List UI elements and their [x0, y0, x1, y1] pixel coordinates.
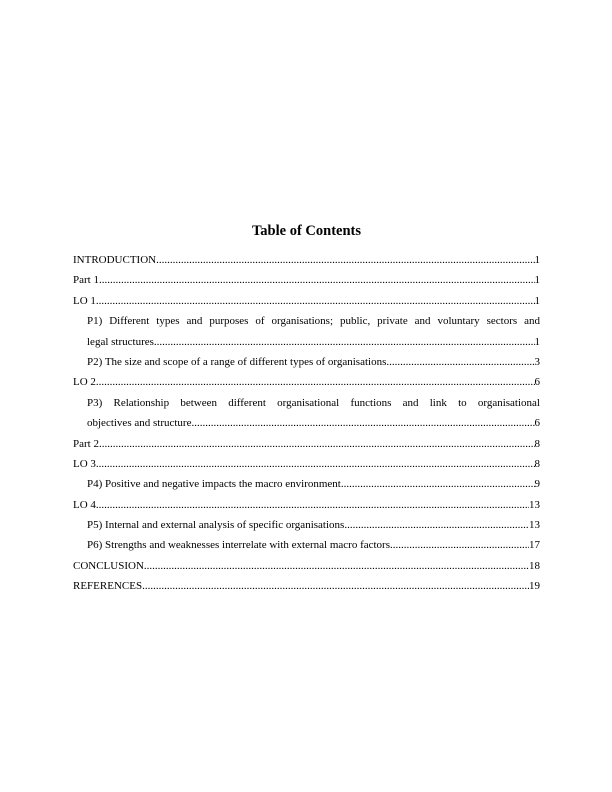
dot-leader: [341, 474, 535, 494]
toc-entry-text: LO 1: [73, 294, 96, 307]
dot-leader: [96, 291, 535, 311]
toc-page-number: 13: [529, 519, 540, 532]
toc-page-number: 19: [529, 580, 540, 593]
toc-title: Table of Contents: [251, 223, 362, 239]
dot-leader: [390, 535, 529, 555]
toc-entry-text: CONCLUSION: [73, 559, 144, 572]
toc-entry-lo-2[interactable]: [73, 372, 540, 392]
toc-page-number: 13: [529, 498, 540, 511]
dot-leader: [144, 556, 529, 576]
toc-entry-text-line1: P1) Different types and purposes of organisations; public, private and voluntary sectors and: [87, 315, 540, 328]
toc-entry-text: Part 1: [73, 274, 99, 287]
toc-entry-text: LO 2: [73, 376, 96, 389]
dot-leader: [154, 332, 535, 352]
toc-entry-conclusion[interactable]: [73, 556, 540, 576]
toc-entry-p6[interactable]: [73, 535, 540, 555]
toc-entry-text: REFERENCES: [73, 580, 143, 593]
table-of-contents: [73, 222, 540, 597]
toc-entry-text-line1: P3) Relationship between different organisational functions and link to organisational: [87, 396, 540, 409]
toc-entry-text: Part 2: [73, 437, 99, 450]
dot-leader: [96, 372, 535, 392]
toc-entry-lo-1[interactable]: [73, 291, 540, 311]
toc-page-number: 6: [534, 417, 540, 430]
toc-page-number: 1: [534, 335, 540, 348]
toc-page-number: 17: [529, 539, 540, 552]
toc-entry-part-2[interactable]: [73, 434, 540, 454]
toc-entry-lo-3[interactable]: [73, 454, 540, 474]
toc-page-number: 8: [534, 437, 540, 450]
toc-entry-text: P4) Positive and negative impacts the macro environment: [87, 478, 341, 491]
toc-entry-text: INTRODUCTION: [73, 254, 157, 266]
dot-leader: [344, 515, 529, 535]
dot-leader: [156, 250, 534, 270]
toc-entry-introduction[interactable]: [73, 250, 540, 270]
toc-entry-text: P6) Strengths and weaknesses interrelate with external macro factors: [87, 539, 391, 552]
toc-page-number: 3: [534, 355, 540, 368]
dot-leader: [142, 576, 529, 596]
toc-page-number: 9: [534, 478, 540, 491]
toc-entry-p2[interactable]: [73, 352, 540, 372]
toc-entry-references[interactable]: [73, 576, 540, 596]
dot-leader: [191, 413, 534, 433]
dot-leader: [96, 454, 535, 474]
toc-entry-text: legal structures: [87, 335, 154, 348]
toc-entry-p3[interactable]: [73, 393, 540, 434]
dot-leader: [99, 434, 535, 454]
toc-entry-lo-4[interactable]: [73, 495, 540, 515]
toc-page-number: 1: [534, 274, 540, 287]
toc-entry-text: LO 3: [73, 457, 96, 470]
toc-entry-p1[interactable]: [73, 311, 540, 352]
toc-entry-text: P5) Internal and external analysis of specific organisations: [87, 519, 345, 532]
toc-page-number: 1: [534, 254, 540, 266]
toc-page-number: 8: [534, 457, 540, 470]
toc-entry-text: P2) The size and scope of a range of different types of organisations: [87, 355, 387, 368]
toc-entry-p5[interactable]: [73, 515, 540, 535]
dot-leader: [99, 270, 535, 290]
toc-page-number: 6: [534, 376, 540, 389]
toc-entry-p4[interactable]: [73, 474, 540, 494]
toc-entry-part-1[interactable]: [73, 270, 540, 290]
toc-page-number: 18: [529, 559, 540, 572]
toc-entry-text: LO 4: [73, 498, 96, 511]
dot-leader: [386, 352, 534, 372]
toc-entry-text: objectives and structure: [87, 417, 192, 430]
dot-leader: [96, 495, 529, 515]
toc-page-number: 1: [534, 294, 540, 307]
